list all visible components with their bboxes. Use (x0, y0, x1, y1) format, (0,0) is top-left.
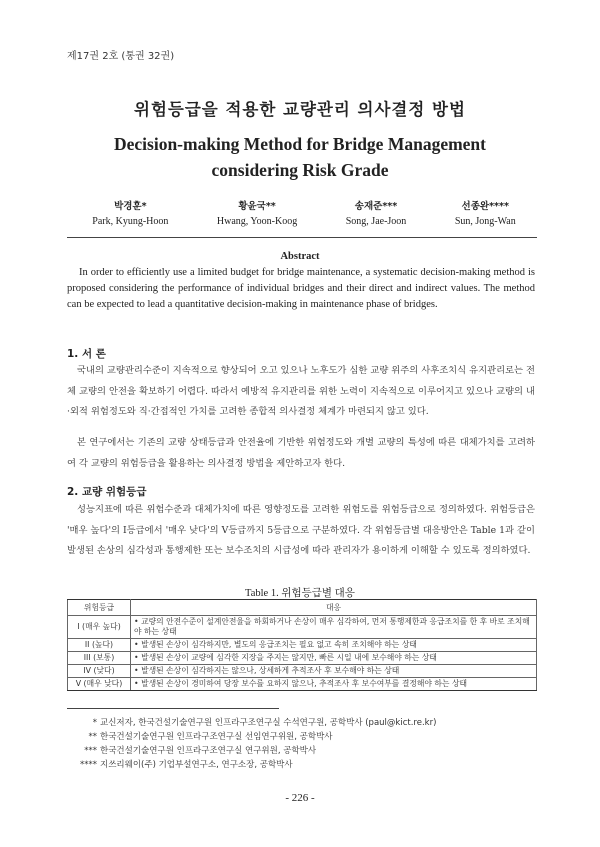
table-row (68, 616, 537, 639)
abstract-text: In order to efficiently use a limited budget for bridge maintenance, a systematic decision-making method is proposed considering the performance of individual bridges and their direct and indirect values. The method can be expected to lead a quantitative decision-making in maintenance phase of bridges. (67, 267, 535, 310)
author-4 (455, 199, 516, 229)
abstract-heading: Abstract (280, 251, 320, 262)
table-row (68, 665, 537, 678)
footnote-item (67, 730, 537, 744)
table-caption: Table 1. 위험등급별 대응 (245, 588, 355, 599)
footnote-text: 한국건설기술연구원 인프라구조연구실 선임연구위원, 공학박사 (100, 732, 333, 742)
table-row (68, 678, 537, 691)
author-name-ko: 송재준*** (354, 201, 398, 212)
author-1 (92, 199, 168, 229)
header-divider (67, 237, 537, 238)
author-list (68, 199, 540, 229)
author-2 (217, 199, 297, 229)
page-number: - 226 - (285, 792, 315, 804)
footnote-item (67, 758, 537, 772)
author-name-en: Song, Jae-Joon (345, 216, 407, 227)
footnote-mark: **** (80, 760, 97, 770)
title-english-line-2: considering Risk Grade (211, 160, 389, 180)
table-cell-grade: III (보통) (68, 652, 131, 665)
table-header-response: 대응 (131, 600, 537, 616)
author-name-ko: 황윤국** (238, 201, 276, 212)
footnote-item (67, 744, 537, 758)
footnote-text: 지쓰리웨이(주) 기업부설연구소, 연구소장, 공학박사 (100, 760, 293, 770)
table-cell-grade: I (매우 높다) (68, 616, 131, 639)
section-1-heading: 1. 서 론 (67, 348, 106, 360)
table-cell-grade: IV (낮다) (68, 665, 131, 678)
table-cell-grade: V (매우 낮다) (68, 678, 131, 691)
table-header-row (68, 600, 537, 616)
table-cell-response: • 교량의 안전수준이 설계안전율을 하회하거나 손상이 매우 심각하여, 먼저 통행제한과 응급조치를 한 후 바로 조치해야 하는 상태 (131, 616, 537, 639)
risk-grade-table (67, 599, 537, 691)
table-cell-response: • 발생된 손상이 심각하지는 않으나, 상세하게 추적조사 후 보수해야 하는 상태 (131, 665, 537, 678)
table-cell-response: • 발생된 손상이 교량에 심각한 지장을 주지는 않지만, 빠른 시일 내에 보수해야 하는 상태 (131, 652, 537, 665)
section-1-paragraph-2: 본 연구에서는 기존의 교량 상태등급과 안전율에 기반한 위험정도와 개별 교량의 특성에 따른 대체가치를 고려하여 각 교량의 위험등급을 활용하는 의사결정 방법을 제안하고자 한다. (67, 437, 535, 469)
table-row (68, 652, 537, 665)
footnote-mark: *** (84, 746, 97, 756)
author-name-en: Sun, Jong-Wan (454, 216, 516, 227)
author-3 (346, 199, 407, 229)
author-name-ko: 박경훈* (114, 201, 147, 212)
author-name-en: Hwang, Yoon-Koog (216, 216, 298, 227)
footnote-item (67, 716, 537, 730)
table-cell-grade: II (높다) (68, 639, 131, 652)
footnote-text: 한국건설기술연구원 인프라구조연구실 연구위원, 공학박사 (100, 746, 317, 756)
footnotes (67, 716, 537, 772)
footnote-mark: ** (88, 732, 97, 742)
author-name-en: Park, Kyung-Hoon (92, 216, 169, 227)
journal-header: 제17권 2호 (통권 32권) (67, 51, 175, 62)
footnote-divider (67, 708, 279, 709)
title-english-line-1: Decision-making Method for Bridge Management (113, 134, 486, 154)
table-cell-response: • 발생된 손상이 심각하지만, 별도의 응급조치는 필요 없고 속히 조치해야 하는 상태 (131, 639, 537, 652)
table-cell-response: • 발생된 손상이 경미하여 당장 보수를 요하지 않으나, 추적조사 후 보수여부를 결정해야 하는 상태 (131, 678, 537, 691)
section-2-paragraph-1: 성능지표에 따른 위험수준과 대체가치에 따른 영향정도를 고려한 위험도를 위험등급으로 정의하였다. 위험등급은 '매우 높다'의 I등급에서 '매우 낮다'의 V등급까지 5등급으로 구분하였다. 각 위험등급별 대응방안은 Table 1과 같이 발생된 손상의 심각성과 통행제한 또는 보수조치의 시급성에 따라 관리자가 용이하게 이해할 수 있도록 정의하였다. (67, 504, 535, 556)
title-korean: 위험등급을 적용한 교량관리 의사결정 방법 (134, 100, 466, 119)
section-1-paragraph-1: 국내의 교량관리수준이 지속적으로 향상되어 오고 있으나 노후도가 심한 교량 위주의 사후조치식 유지관리로는 전체 교량의 안전을 확보하기 어렵다. 따라서 예방적 유지관리를 위한 노력이 지속적으로 이루어지고 있으나 교량의 내·외적 위험정도와 직·간접적인 가치를 고려한 종합적 의사결정 체계가 마련되지 않고 있다. (67, 365, 535, 417)
footnote-mark: * (92, 718, 97, 728)
table-header-grade: 위험등급 (68, 600, 131, 616)
section-2-heading: 2. 교량 위험등급 (67, 486, 147, 498)
footnote-text: 교신저자, 한국건설기술연구원 인프라구조연구실 수석연구원, 공학박사 (paul@kict.re.kr) (100, 718, 437, 728)
title-english (0, 131, 600, 183)
table-row (68, 639, 537, 652)
author-name-ko: 선종완**** (461, 201, 509, 212)
